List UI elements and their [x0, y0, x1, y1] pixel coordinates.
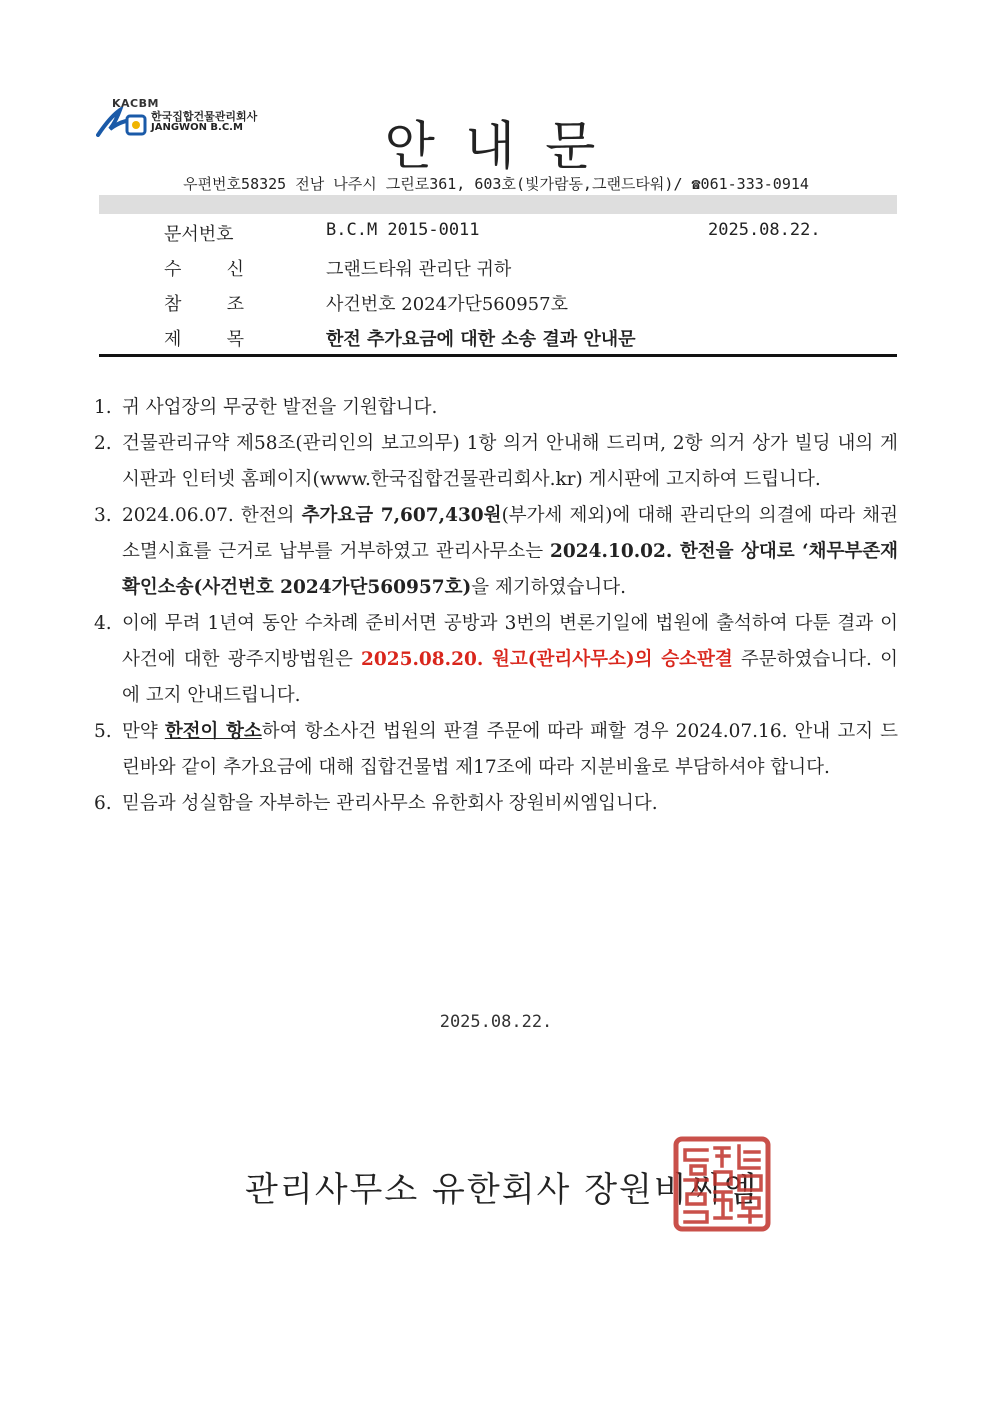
subject-value: 한전 추가요금에 대한 소송 결과 안내문 [326, 329, 636, 350]
logo-company-korean: 한국집합건물관리회사 [151, 110, 258, 123]
item-text: 건물관리규약 제58조(관리인의 보고의무) 1항 의거 안내해 드리며, 2항 의거 상가 빌딩 내의 게시판과 인터넷 홈페이지(www.한국집합건물관리회사.kr) 게시판에 고지하여 드립니다. [122, 433, 898, 490]
verdict-highlight: 2025.08.20. 원고(관리사무소)의 승소판결 [361, 649, 733, 670]
logo-kacbm-text: KACBM [112, 97, 159, 110]
notice-body [94, 390, 898, 822]
item-number: 3. [94, 505, 112, 526]
item-text-part: 만약 [122, 721, 165, 742]
item-text-part: (부가세 제외)에 대해 관리단의 의결에 따라 채권소멸시효를 근거로 납부를 거부하였고 관리사무소는 [122, 505, 898, 562]
header-divider-bar [99, 195, 897, 214]
additional-charge-amount: 추가요금 7,607,430원 [301, 505, 502, 526]
item-text-part: 하여 항소사건 법원의 판결 주문에 따라 패할 경우 2024.07.16. 안내 고지 드린바와 같이 추가요금에 대해 집합건물법 제17조에 따라 지분비율로 부담하셔야 합니다. [122, 721, 899, 778]
lawsuit-filing-text: 2024.10.02. 한전을 상대로 ‘채무부존재 확인소송(사건번호 2024가단560957호) [122, 541, 898, 598]
item-number: 1. [94, 397, 112, 418]
reference-label-char-2: 조 [226, 294, 244, 315]
notice-item-2 [94, 426, 898, 498]
header-row-recipient [0, 255, 992, 291]
appeal-highlight: 한전이 항소 [164, 721, 262, 742]
company-address: 우편번호58325 전남 나주시 그린로361, 603호(빛가람동,그랜드타워)/ ☎061-333-0914 [183, 175, 809, 193]
subject-label-char-2: 목 [226, 329, 244, 350]
item-text-part: 주문하였습니다. 이에 고지 안내드립니다. [122, 649, 898, 706]
doc-no-value: B.C.M 2015-0011 [326, 220, 480, 240]
recipient-label [164, 255, 244, 281]
recipient-value: 그랜드타워 관리단 귀하 [326, 259, 512, 280]
header-bottom-rule [99, 354, 897, 357]
item-number: 2. [94, 433, 112, 454]
doc-no-label: 문서번호 [164, 224, 234, 245]
item-text-part: 2024.06.07. 한전의 [122, 505, 302, 526]
company-seal-icon [673, 1136, 771, 1232]
document-title: 안내문 [384, 117, 626, 177]
issuer-signature: 관리사무소 유한회사 장원비씨엠 [245, 1170, 759, 1210]
reference-label [164, 290, 244, 316]
subject-label-char-1: 제 [164, 329, 182, 350]
recipient-label-char-2: 신 [226, 259, 244, 280]
subject-label [164, 325, 244, 351]
logo-company-english: JANGWON B.C.M [151, 122, 243, 133]
reference-label-char-1: 참 [164, 294, 182, 315]
notice-item-1 [94, 390, 898, 426]
item-text-part: 을 제기하였습니다. [471, 577, 626, 598]
recipient-label-char-1: 수 [164, 259, 182, 280]
doc-date: 2025.08.22. [708, 220, 821, 240]
notice-item-6 [94, 786, 898, 822]
item-number: 6. [94, 793, 112, 814]
item-number: 4. [94, 613, 112, 634]
item-number: 5. [94, 721, 112, 742]
item-text: 귀 사업장의 무궁한 발전을 기원합니다. [122, 397, 438, 418]
reference-value: 사건번호 2024가단560957호 [326, 294, 568, 315]
header-row-doc-no [0, 220, 992, 256]
notice-item-4 [94, 606, 898, 714]
notice-item-5 [94, 714, 898, 786]
footer-date: 2025.08.22. [439, 1012, 553, 1032]
header-row-reference [0, 290, 992, 326]
notice-item-3 [94, 498, 898, 606]
item-text: 믿음과 성실함을 자부하는 관리사무소 유한회사 장원비씨엠입니다. [122, 793, 658, 814]
item-text-part: 이에 무려 1년여 동안 수차례 준비서면 공방과 3번의 변론기일에 법원에 출석하여 다툰 결과 이 사건에 대한 광주지방법원은 [122, 613, 898, 670]
